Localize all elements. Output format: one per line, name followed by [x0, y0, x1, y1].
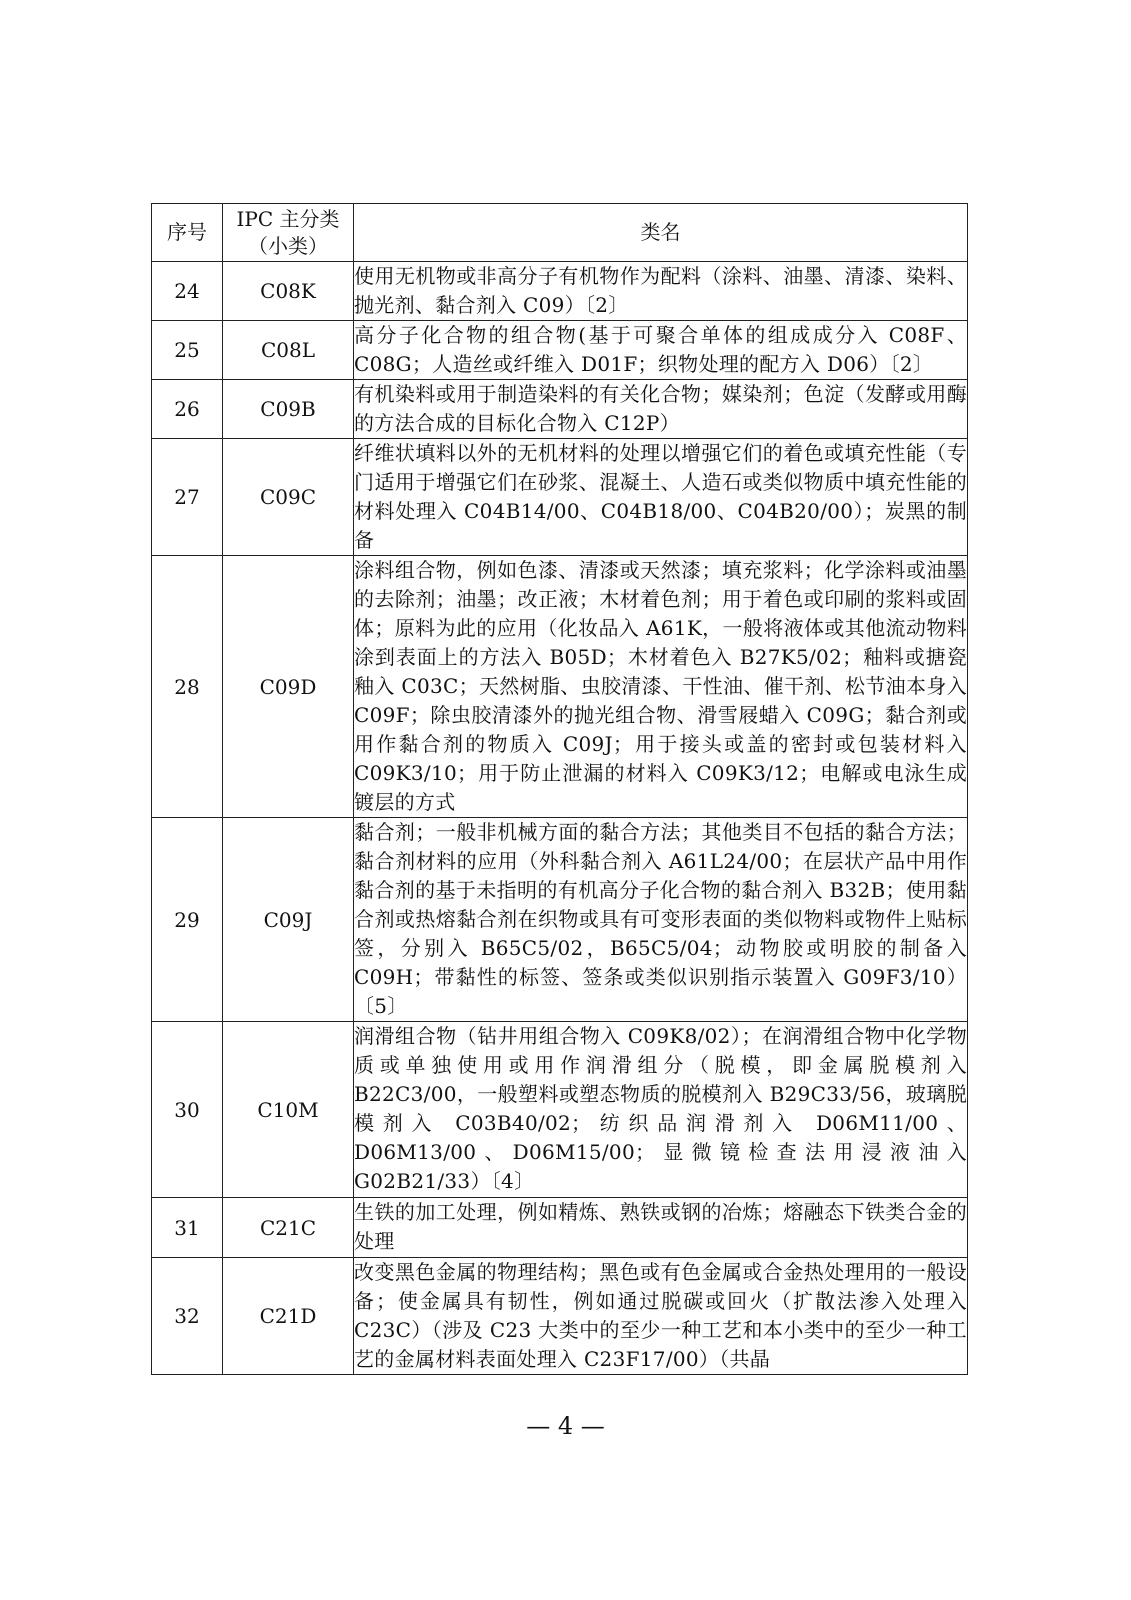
row-ipc-code: C21C	[223, 1198, 354, 1258]
row-class-name: 黏合剂；一般非机械方面的黏合方法；其他类目不包括的黏合方法；黏合剂材料的应用（外科黏合剂入 A61L24/00；在层状产品中用作黏合剂的基于未指明的有机高分子化合物的黏合剂入 B32B；使用黏合剂或热熔黏合剂在织物或具有可变形表面的类似物料或物件上贴标签，分别入 B65C5/02，B65C5/04；动物胶或明胶的制备入 C09H；带黏性的标签、签条或类似识别指示装置入 G09F3/10）〔5〕	[354, 818, 968, 1022]
header-seq: 序号	[152, 204, 223, 262]
row-seq: 28	[152, 556, 223, 818]
header-class-name: 类名	[354, 204, 968, 262]
table-row	[152, 380, 968, 439]
table-row	[152, 556, 968, 818]
row-ipc-code: C08K	[223, 262, 354, 321]
row-ipc-code: C09J	[223, 818, 354, 1022]
row-class-name: 使用无机物或非高分子有机物作为配料（涂料、油墨、清漆、染料、抛光剂、黏合剂入 C09）〔2〕	[354, 262, 968, 321]
row-seq: 30	[152, 1022, 223, 1198]
row-seq: 31	[152, 1198, 223, 1258]
table-body	[152, 262, 968, 1375]
row-seq: 25	[152, 321, 223, 380]
row-seq: 27	[152, 439, 223, 556]
row-seq: 24	[152, 262, 223, 321]
row-class-name: 有机染料或用于制造染料的有关化合物；媒染剂；色淀（发酵或用酶的方法合成的目标化合物入 C12P）	[354, 380, 968, 439]
row-ipc-code: C09C	[223, 439, 354, 556]
header-ipc-line2: （小类）	[248, 233, 328, 258]
row-class-name: 涂料组合物，例如色漆、清漆或天然漆；填充浆料；化学涂料或油墨的去除剂；油墨；改正液；木材着色剂；用于着色或印刷的浆料或固体；原料为此的应用（化妆品入 A61K，一般将液体或其他流动物料涂到表面上的方法入 B05D；木材着色入 B27K5/02；釉料或搪瓷釉入 C03C；天然树脂、虫胶清漆、干性油、催干剂、松节油本身入 C09F；除虫胶清漆外的抛光组合物、滑雪屐蜡入 C09G；黏合剂或用作黏合剂的物质入 C09J；用于接头或盖的密封或包装材料入 C09K3/10；用于防止泄漏的材料入 C09K3/12；电解或电泳生成镀层的方式	[354, 556, 968, 818]
row-ipc-code: C10M	[223, 1022, 354, 1198]
table-row	[152, 1258, 968, 1375]
table-row	[152, 818, 968, 1022]
table-header	[152, 204, 968, 262]
ipc-classification-table	[151, 203, 968, 1375]
row-ipc-code: C21D	[223, 1258, 354, 1375]
table-row	[152, 1198, 968, 1258]
row-class-name: 改变黑色金属的物理结构；黑色或有色金属或合金热处理用的一般设备；使金属具有韧性，例如通过脱碳或回火（扩散法渗入处理入 C23C）（涉及 C23 大类中的至少一种工艺和本小类中的至少一种工艺的金属材料表面处理入 C23F17/00）（共晶	[354, 1258, 968, 1375]
header-ipc-main-class	[223, 204, 354, 262]
table-row	[152, 321, 968, 380]
row-seq: 29	[152, 818, 223, 1022]
row-ipc-code: C09D	[223, 556, 354, 818]
row-seq: 32	[152, 1258, 223, 1375]
page-number: — 4 —	[526, 1412, 605, 1440]
table-row	[152, 439, 968, 556]
row-ipc-code: C09B	[223, 380, 354, 439]
row-class-name: 高分子化合物的组合物(基于可聚合单体的组成成分入 C08F、C08G；人造丝或纤维入 D01F；织物处理的配方入 D06）〔2〕	[354, 321, 968, 380]
row-class-name: 生铁的加工处理，例如精炼、熟铁或钢的冶炼；熔融态下铁类合金的处理	[354, 1198, 968, 1258]
table-row	[152, 1022, 968, 1198]
header-row	[152, 204, 968, 262]
table-row	[152, 262, 968, 321]
row-class-name: 润滑组合物（钻井用组合物入 C09K8/02）；在润滑组合物中化学物质或单独使用或用作润滑组分（脱模，即金属脱模剂入 B22C3/00，一般塑料或塑态物质的脱模剂入 B29C33/56，玻璃脱模剂入 C03B40/02；纺织品润滑剂入 D06M11/00、D06M13/00、D06M15/00；显微镜检查法用浸液油入 G02B21/33）〔4〕	[354, 1022, 968, 1198]
row-ipc-code: C08L	[223, 321, 354, 380]
row-seq: 26	[152, 380, 223, 439]
row-class-name: 纤维状填料以外的无机材料的处理以增强它们的着色或填充性能（专门适用于增强它们在砂浆、混凝土、人造石或类似物质中填充性能的材料处理入 C04B14/00、C04B18/00、C04B20/00）；炭黑的制备	[354, 439, 968, 556]
header-ipc-line1: IPC 主分类	[236, 206, 340, 231]
